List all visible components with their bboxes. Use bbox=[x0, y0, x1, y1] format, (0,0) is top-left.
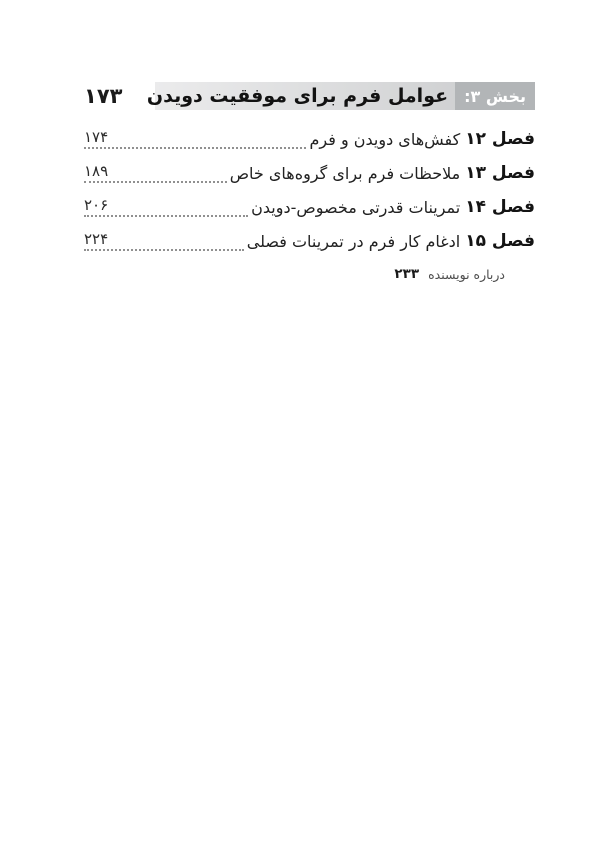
toc-row-chapter-15[interactable] bbox=[84, 226, 535, 251]
part-number-badge: بخش ۳: bbox=[455, 82, 535, 110]
header-page-number: ۱۷۳ bbox=[84, 84, 123, 108]
chapter-label: فصل ۱۴ bbox=[465, 197, 535, 217]
about-author-page-number: ۲۳۳ bbox=[394, 266, 420, 282]
chapter-page-number: ۲۰۶ bbox=[84, 196, 109, 214]
chapter-label: فصل ۱۳ bbox=[465, 163, 535, 183]
chapter-label: فصل ۱۲ bbox=[465, 129, 535, 149]
chapter-page-number: ۱۸۹ bbox=[84, 162, 109, 180]
dotted-leader bbox=[84, 128, 306, 149]
dotted-leader bbox=[84, 196, 248, 217]
toc-row-chapter-13[interactable] bbox=[84, 158, 535, 183]
about-author-label: درباره نویسنده bbox=[428, 266, 505, 282]
toc-row-chapter-12[interactable] bbox=[84, 124, 535, 149]
section-header bbox=[84, 82, 535, 110]
section-title-bar bbox=[146, 82, 535, 110]
toc-row-chapter-14[interactable] bbox=[84, 192, 535, 217]
dotted-leader bbox=[84, 162, 227, 183]
part-title: عوامل فرم برای موفقیت دویدن bbox=[146, 85, 449, 107]
chapter-title: تمرینات قدرتی مخصوص-دویدن bbox=[251, 198, 461, 217]
chapter-label: فصل ۱۵ bbox=[465, 231, 535, 251]
about-author-row[interactable] bbox=[394, 264, 505, 284]
chapter-page-number: ۲۲۴ bbox=[84, 230, 109, 248]
chapter-title: ملاحظات فرم برای گروه‌های خاص bbox=[229, 164, 461, 183]
dotted-leader bbox=[84, 230, 244, 251]
chapter-title: کفش‌های دویدن و فرم bbox=[309, 130, 461, 149]
chapter-page-number: ۱۷۴ bbox=[84, 128, 109, 146]
table-of-contents bbox=[84, 124, 535, 260]
chapter-title: ادغام کار فرم در تمرینات فصلی bbox=[246, 232, 461, 251]
